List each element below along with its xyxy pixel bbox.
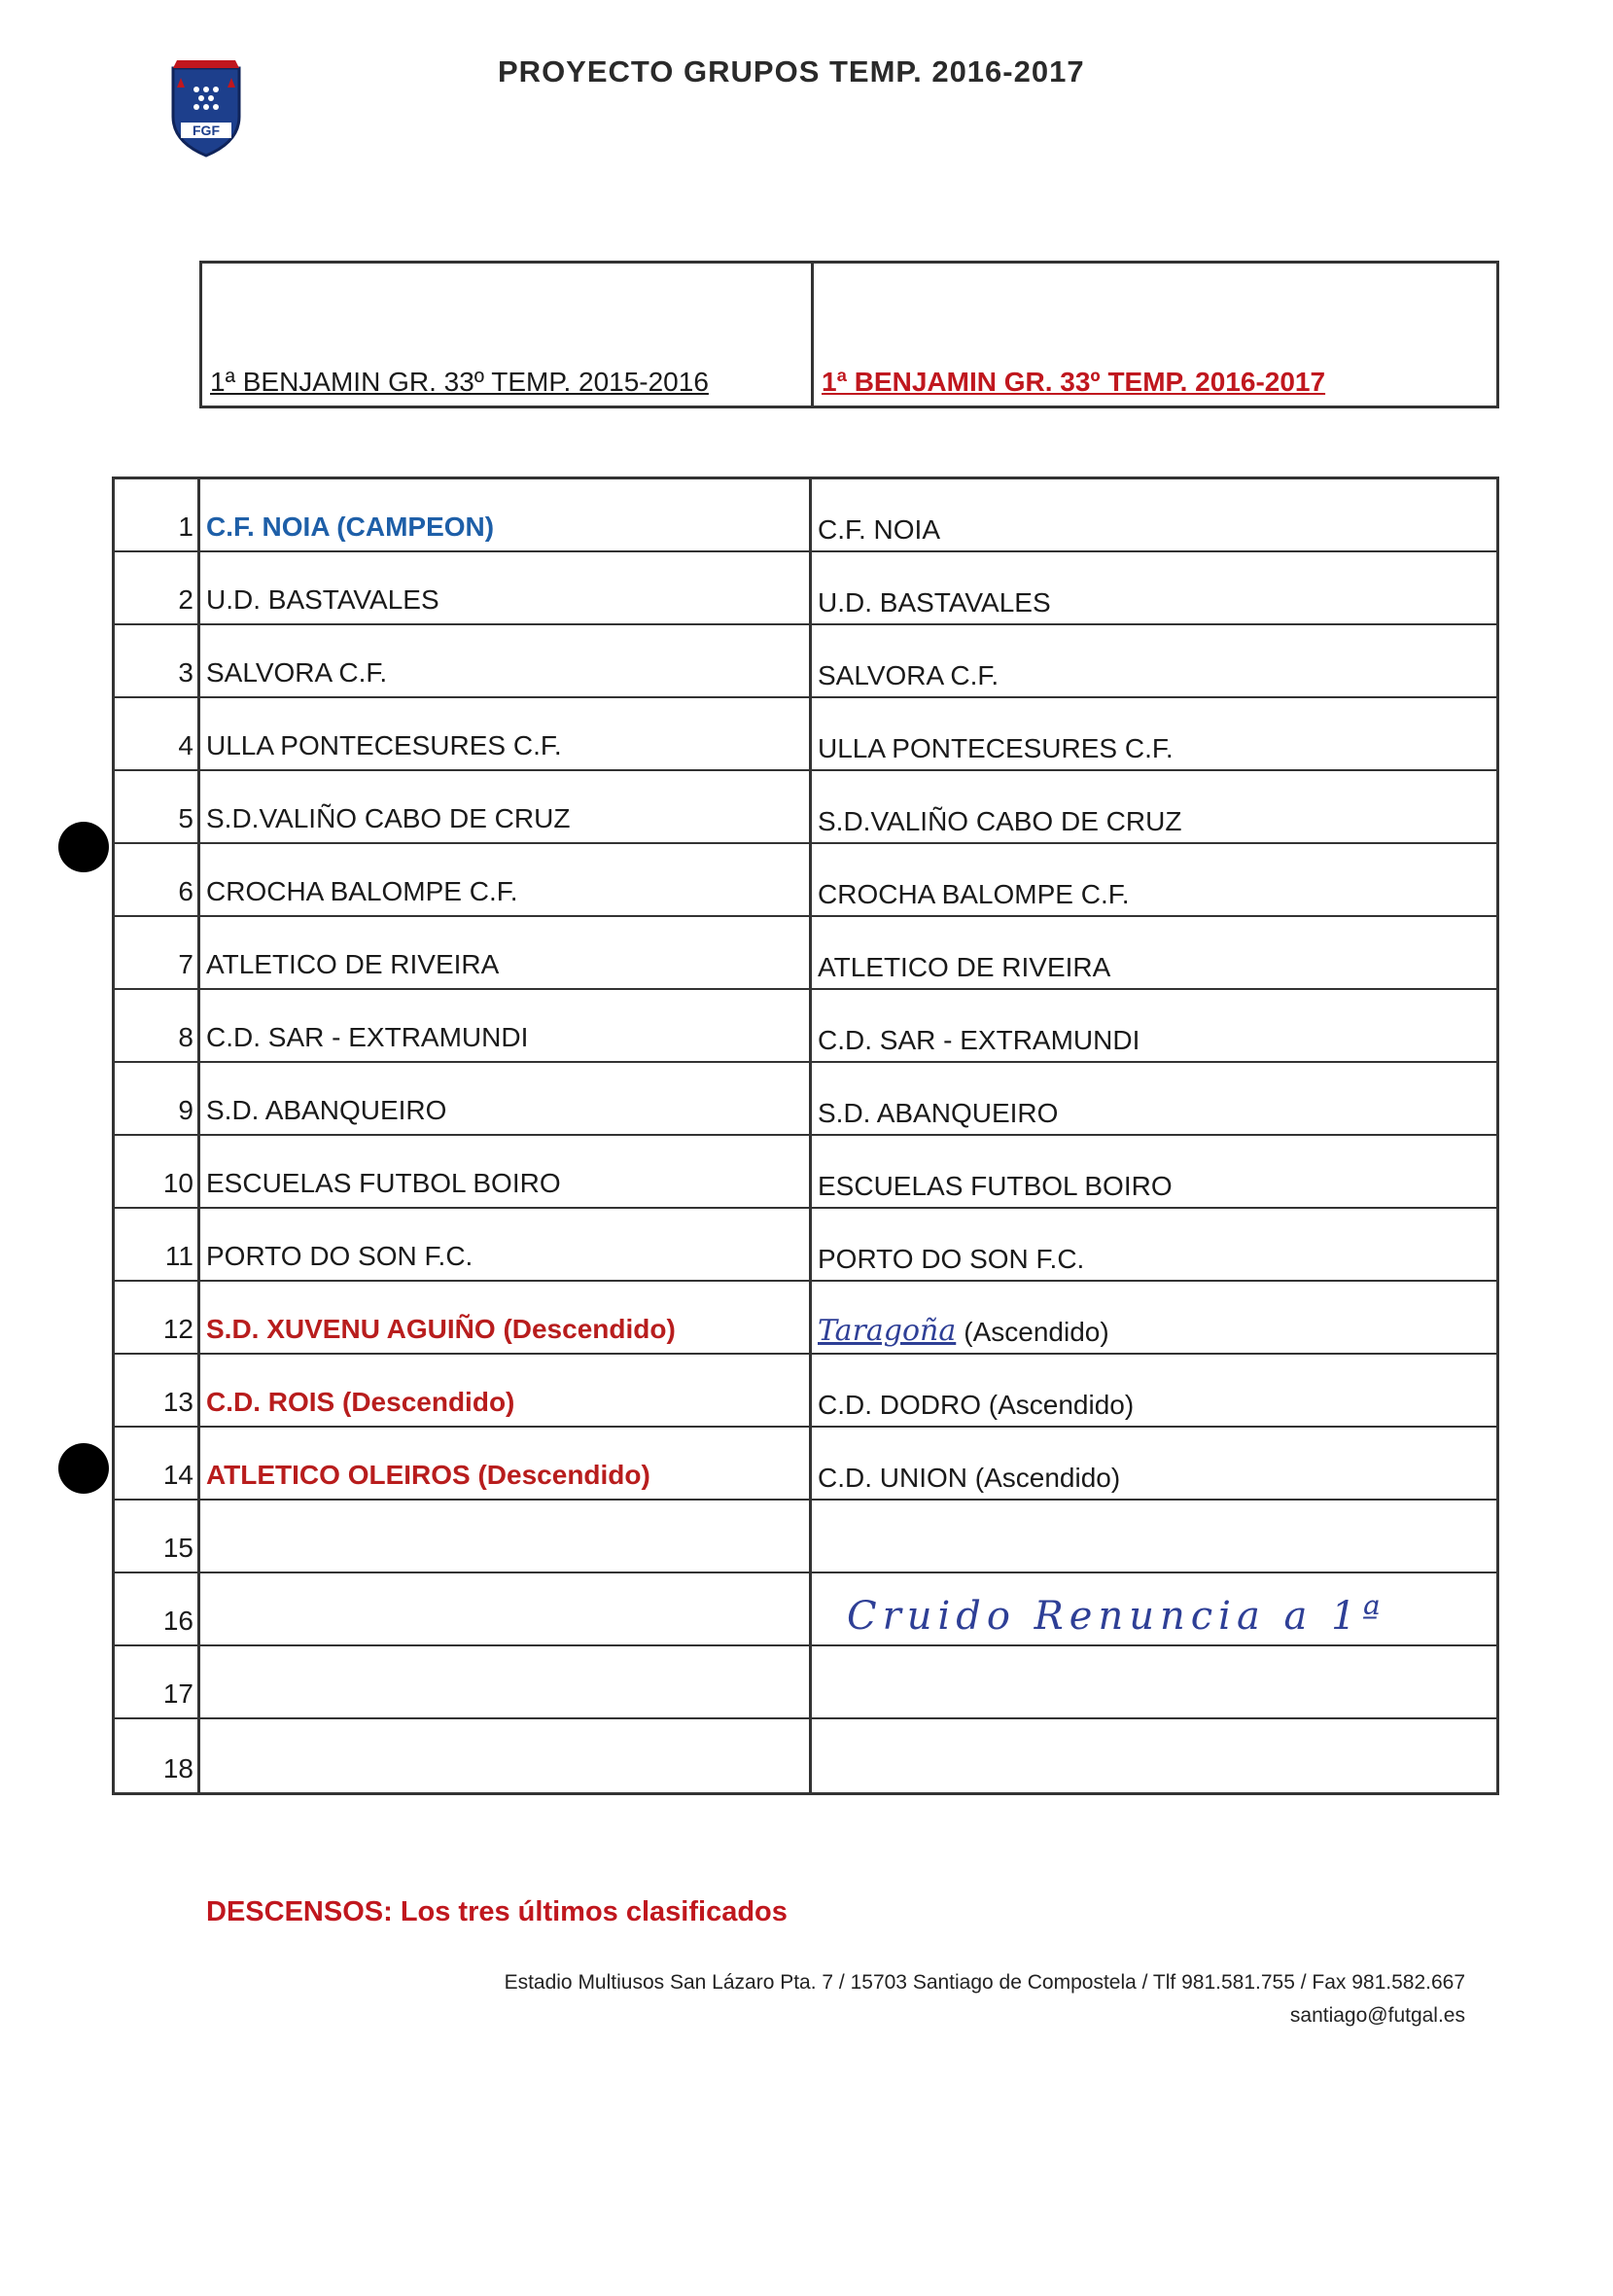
handwritten-note: Cruido Renuncia a 1ª (847, 1594, 1386, 1639)
next-team (812, 1646, 1496, 1717)
next-team: C.D. DODRO (Ascendido) (818, 1390, 1135, 1420)
table-row (115, 990, 1496, 1063)
fgf-logo (167, 58, 245, 159)
table-row (115, 917, 1496, 990)
season-prev-label: 1ª BENJAMIN GR. 33º TEMP. 2015-2016 (210, 367, 709, 397)
punch-hole (58, 822, 109, 872)
next-team (812, 1282, 1496, 1353)
table-row (115, 479, 1496, 552)
row-number: 15 (115, 1501, 200, 1572)
next-team: C.D. UNION (Ascendido) (818, 1463, 1121, 1493)
prev-team (200, 1719, 812, 1792)
row-number: 5 (115, 771, 200, 842)
next-team: PORTO DO SON F.C. (818, 1244, 1085, 1274)
next-team: C.F. NOIA (818, 514, 941, 545)
next-team: ATLETICO DE RIVEIRA (818, 952, 1111, 982)
prev-team: ATLETICO OLEIROS (Descendido) (200, 1428, 812, 1499)
table-row (115, 1063, 1496, 1136)
punch-hole (58, 1443, 109, 1494)
season-prev-cell (202, 264, 814, 406)
table-row (115, 552, 1496, 625)
row-number: 18 (115, 1719, 200, 1792)
prev-team: S.D. ABANQUEIRO (200, 1063, 812, 1134)
prev-team: S.D. XUVENU AGUIÑO (Descendido) (200, 1282, 812, 1353)
next-team: S.D.VALIÑO CABO DE CRUZ (818, 806, 1182, 836)
table-row (115, 698, 1496, 771)
prev-team (200, 1573, 812, 1644)
table-row (115, 1209, 1496, 1282)
row-number: 1 (115, 479, 200, 550)
table-row (115, 1719, 1496, 1792)
prev-team: PORTO DO SON F.C. (200, 1209, 812, 1280)
row-number: 2 (115, 552, 200, 623)
next-team: U.D. BASTAVALES (818, 587, 1051, 618)
next-team: SALVORA C.F. (818, 660, 999, 690)
prev-team (200, 1646, 812, 1717)
prev-team: ATLETICO DE RIVEIRA (200, 917, 812, 988)
table-row (115, 1282, 1496, 1355)
next-team (812, 1573, 1496, 1644)
row-number: 12 (115, 1282, 200, 1353)
row-number: 13 (115, 1355, 200, 1426)
row-number: 4 (115, 698, 200, 769)
row-number: 14 (115, 1428, 200, 1499)
prev-team: ESCUELAS FUTBOL BOIRO (200, 1136, 812, 1207)
row-number: 9 (115, 1063, 200, 1134)
row-number: 10 (115, 1136, 200, 1207)
ascended-note: (Ascendido) (964, 1317, 1109, 1347)
prev-team: S.D.VALIÑO CABO DE CRUZ (200, 771, 812, 842)
row-number: 17 (115, 1646, 200, 1717)
handwritten-team: Tarag​oña (818, 1314, 957, 1348)
table-row (115, 1428, 1496, 1501)
row-number: 16 (115, 1573, 200, 1644)
season-header-table (199, 261, 1499, 408)
season-current-cell (814, 264, 1496, 406)
email-line: santiago@futgal.es (1289, 2004, 1465, 2027)
prev-team: C.D. SAR - EXTRAMUNDI (200, 990, 812, 1061)
prev-team: C.F. NOIA (CAMPEON) (200, 479, 812, 550)
next-team: CROCHA BALOMPE C.F. (818, 879, 1130, 909)
prev-team: C.D. ROIS (Descendido) (200, 1355, 812, 1426)
footer-address (505, 1966, 1465, 2032)
prev-team: ULLA PONTECESURES C.F. (200, 698, 812, 769)
next-team: ULLA PONTECESURES C.F. (818, 733, 1174, 763)
next-team (812, 1719, 1496, 1792)
descensos-note: DESCENSOS: Los tres últimos clasificados (206, 1896, 788, 1927)
table-row (115, 1501, 1496, 1573)
next-team: C.D. SAR - EXTRAMUNDI (818, 1025, 1140, 1055)
row-number: 11 (115, 1209, 200, 1280)
prev-team: SALVORA C.F. (200, 625, 812, 696)
document-title: PROYECTO GRUPOS TEMP. 2016-2017 (498, 54, 1085, 88)
row-number: 3 (115, 625, 200, 696)
table-row (115, 1355, 1496, 1428)
prev-team: CROCHA BALOMPE C.F. (200, 844, 812, 915)
table-row (115, 1646, 1496, 1719)
season-current-label: 1ª BENJAMIN GR. 33º TEMP. 2016-2017 (822, 367, 1326, 397)
prev-team (200, 1501, 812, 1572)
next-team: ESCUELAS FUTBOL BOIRO (818, 1171, 1173, 1201)
table-row (115, 1136, 1496, 1209)
prev-team: U.D. BASTAVALES (200, 552, 812, 623)
address-line: Estadio Multiusos San Lázaro Pta. 7 / 15703 Santiago de Compostela / Tlf 981.581.755 / Fax 981.582.667 (504, 1971, 1465, 1994)
svg-text:FGF: FGF (193, 123, 220, 138)
groups-table (112, 477, 1499, 1795)
row-number: 7 (115, 917, 200, 988)
next-team: S.D. ABANQUEIRO (818, 1098, 1059, 1128)
table-row (115, 1573, 1496, 1646)
table-row (115, 844, 1496, 917)
table-row (115, 625, 1496, 698)
table-row (115, 771, 1496, 844)
row-number: 8 (115, 990, 200, 1061)
next-team (812, 1501, 1496, 1572)
row-number: 6 (115, 844, 200, 915)
